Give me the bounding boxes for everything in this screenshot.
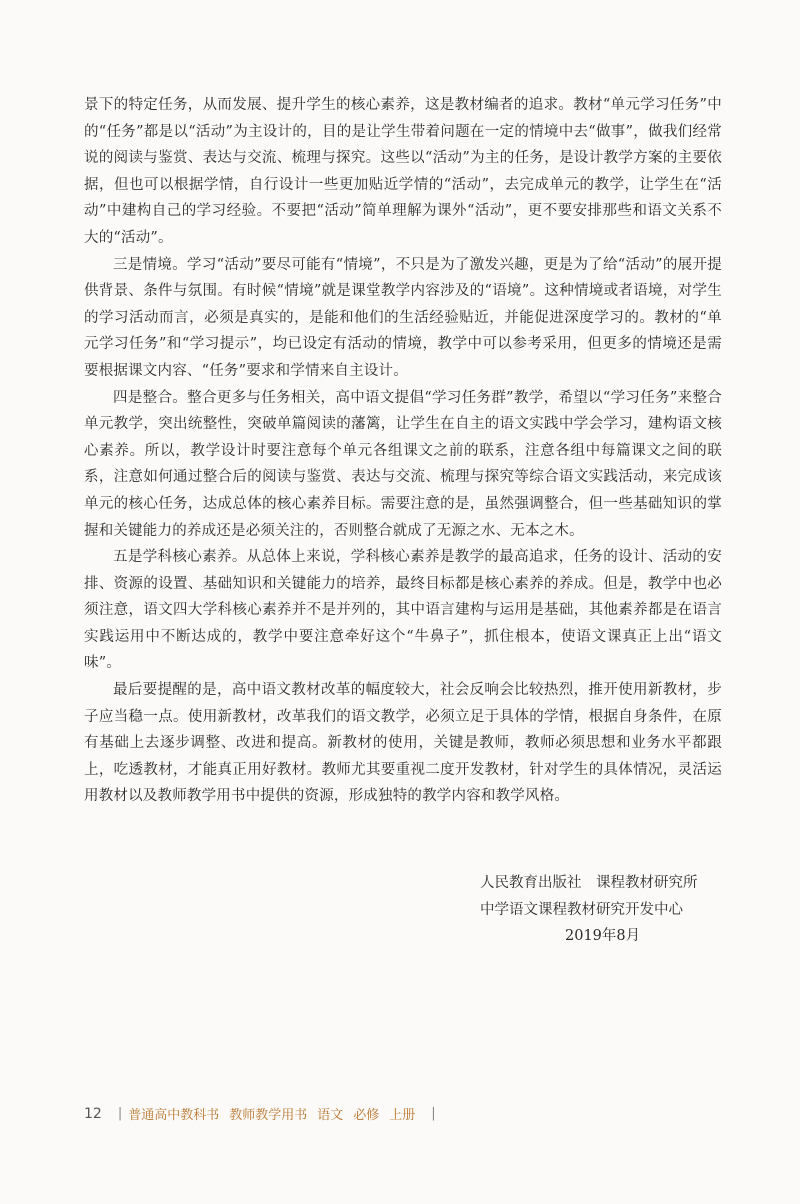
body-text bbox=[84, 92, 722, 810]
footer-separator-right: | bbox=[431, 1106, 436, 1121]
page-footer bbox=[84, 1104, 442, 1123]
page-number: 12 bbox=[84, 1105, 102, 1122]
footer-volume: 必修 bbox=[353, 1108, 380, 1123]
footer-part: 上册 bbox=[389, 1108, 416, 1123]
paragraph-integration: 四是整合。整合更多与任务相关，高中语文提倡“学习任务群”教学，希望以“学习任务”来整合单元教学，突出统整性，突破单篇阅读的藩篱，让学生在自主的语文实践中学会学习，建构语文核心素养。所以，教学设计时要注意每个单元各组课文之前的联系，注意各组中每篇课文之间的联系，注意如何通过整合后的阅读与鉴赏、表达与交流、梳理与探究等综合语文实践活动，来完成该单元的核心任务，达成总体的核心素养目标。需要注意的是，虽然强调整合，但一些基础知识的掌握和关键能力的养成还是必须关注的，否则整合就成了无源之水、无本之木。 bbox=[84, 389, 722, 539]
footer-separator-left: | bbox=[117, 1106, 123, 1121]
signature-date: 2019年8月 bbox=[565, 928, 641, 945]
paragraph-continued: 景下的特定任务，从而发展、提升学生的核心素养，这是教材编者的追求。教材“单元学习任务”中的“任务”都是以“活动”为主设计的，目的是让学生带着问题在一定的情境中去“做事”，做我们经常说的阅读与鉴赏、表达与交流、梳理与探究。这些以“活动”为主的任务，是设计教学方案的主要依据，但也可以根据学情，自行设计一些更加贴近学情的“活动”，去完成单元的教学，让学生在“活动”中建构自己的学习经验。不要把“活动”简单理解为课外“活动”，更不要安排那些和语文关系不大的“活动”。 bbox=[84, 97, 722, 246]
signature-block bbox=[400, 870, 700, 950]
signature-org-1: 人民教育出版社 课程教材研究所 bbox=[480, 875, 698, 891]
signature-org-2: 中学语文课程教材研究开发中心 bbox=[480, 901, 683, 918]
paragraph-core-literacy: 五是学科核心素养。从总体上来说，学科核心素养是教学的最高追求，任务的设计、活动的安排、资源的设置、基础知识和关键能力的培养，最终目标都是核心素养的养成。但是，教学中也必须注意，语文四大学科核心素养并不是并列的，其中语言建构与运用是基础，其他素养都是在语言实践运用中不断达成的，教学中要注意牵好这个“牛鼻子”，抓住根本，使语文课真正上出“语文味”。 bbox=[84, 549, 722, 672]
paragraph-final-reminder: 最后要提醒的是，高中语文教材改革的幅度较大，社会反响会比较热烈，推开使用新教材，步子应当稳一点。使用新教材，改革我们的语文教学，必须立足于具体的学情，根据自身条件，在原有基础上去逐步调整、改进和提高。新教材的使用，关键是教师，教师必须思想和业务水平都跟上，吃透教材，才能真正用好教材。教师尤其要重视二度开发教材，针对学生的具体情况，灵活运用教材以及教师教学用书中提供的资源，形成独特的教学内容和教学风格。 bbox=[84, 682, 722, 805]
paragraph-situation: 三是情境。学习“活动”要尽可能有“情境”，不只是为了激发兴趣，更是为了给“活动”的展开提供背景、条件与氛围。有时候“情境”就是课堂教学内容涉及的“语境”。这种情境或者语境，对学生的学习活动而言，必须是真实的，是能和他们的生活经验贴近，并能促进深度学习的。教材的“单元学习任务”和“学习提示”，均已设定有活动的情境，教学中可以参考采用，但更多的情境还是需要根据课文内容、“任务”要求和学情来自主设计。 bbox=[84, 256, 722, 379]
footer-book: 教师教学用书 bbox=[229, 1108, 308, 1123]
footer-series: 普通高中教科书 bbox=[128, 1108, 220, 1123]
footer-subject: 语文 bbox=[317, 1108, 344, 1123]
